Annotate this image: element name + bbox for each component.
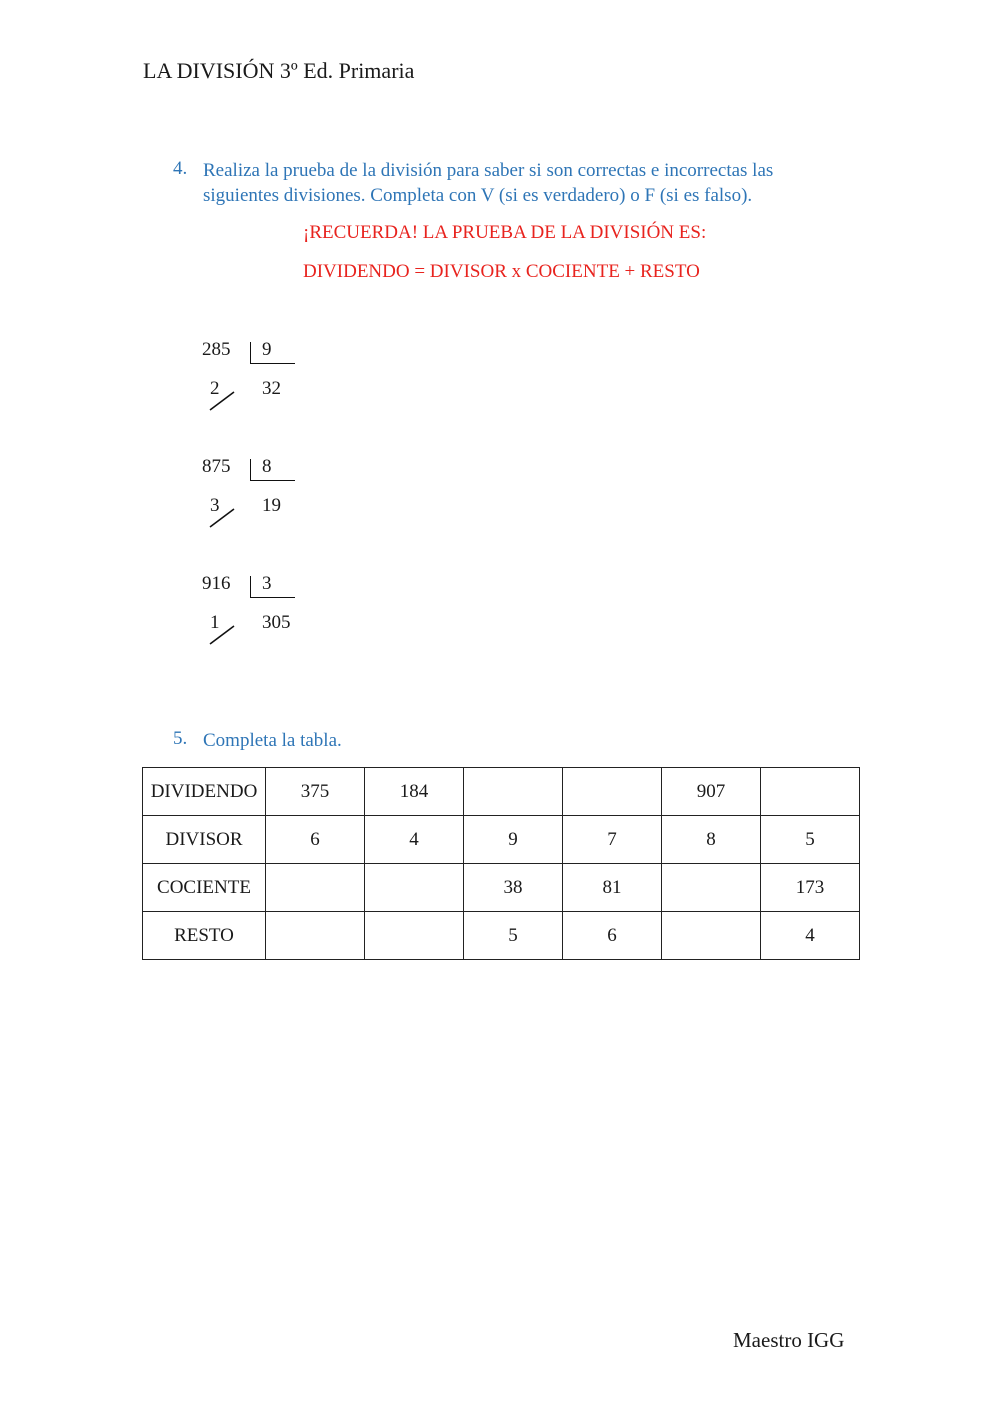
remainder-slash-icon (208, 501, 238, 531)
table-cell[interactable]: 8 (662, 816, 761, 864)
division-2 (200, 456, 310, 546)
table-cell[interactable] (563, 768, 662, 816)
row-label: COCIENTE (143, 864, 266, 912)
table-cell[interactable]: 6 (563, 912, 662, 960)
table-cell[interactable]: 184 (365, 768, 464, 816)
remainder: 3 (210, 495, 220, 516)
reminder-formula: DIVIDENDO = DIVISOR x COCIENTE + RESTO (303, 261, 700, 282)
quotient: 305 (262, 612, 291, 633)
table-cell[interactable]: 9 (464, 816, 563, 864)
remainder-slash-icon (208, 384, 238, 414)
exercise-4-instruction-line1: Realiza la prueba de la división para saber si son correctas e incorrectas las (203, 160, 774, 181)
remainder: 1 (210, 612, 220, 633)
row-label: DIVIDENDO (143, 768, 266, 816)
exercise-4-number: 4. (173, 158, 188, 179)
footer-author: Maestro IGG (733, 1328, 845, 1352)
table-cell[interactable]: 38 (464, 864, 563, 912)
page-title: LA DIVISIÓN 3º Ed. Primaria (143, 58, 415, 83)
remainder-slash-icon (208, 618, 238, 648)
reminder-title: ¡RECUERDA! LA PRUEBA DE LA DIVISIÓN ES: (303, 222, 707, 243)
exercise-4-instruction-line2: siguientes divisiones. Completa con V (si es verdadero) o F (si es falso). (203, 185, 753, 206)
division-3 (200, 573, 310, 663)
exercise-5-instruction: Completa la tabla. (203, 730, 342, 751)
table-cell[interactable]: 907 (662, 768, 761, 816)
dividend: 916 (202, 573, 231, 594)
table-cell[interactable] (761, 768, 860, 816)
row-label: DIVISOR (143, 816, 266, 864)
table-cell[interactable] (266, 912, 365, 960)
row-label: RESTO (143, 912, 266, 960)
table-cell[interactable] (365, 864, 464, 912)
table-cell[interactable]: 5 (464, 912, 563, 960)
table-cell[interactable] (464, 768, 563, 816)
quotient: 19 (262, 495, 281, 516)
table-row-dividendo (143, 768, 860, 816)
table-cell[interactable]: 7 (563, 816, 662, 864)
table-cell[interactable] (662, 864, 761, 912)
dividend: 285 (202, 339, 231, 360)
divisor: 8 (262, 456, 272, 477)
table-cell[interactable]: 173 (761, 864, 860, 912)
table-cell[interactable]: 5 (761, 816, 860, 864)
table-row-cociente (143, 864, 860, 912)
table-cell[interactable] (662, 912, 761, 960)
exercise-5-number: 5. (173, 728, 188, 749)
division-bracket (250, 342, 295, 364)
dividend: 875 (202, 456, 231, 477)
quotient: 32 (262, 378, 281, 399)
division-1 (200, 339, 310, 429)
divisor: 3 (262, 573, 272, 594)
division-bracket (250, 459, 295, 481)
table-cell[interactable] (365, 912, 464, 960)
table-cell[interactable]: 6 (266, 816, 365, 864)
divisor: 9 (262, 339, 272, 360)
table-cell[interactable]: 4 (761, 912, 860, 960)
table-row-divisor (143, 816, 860, 864)
table-cell[interactable]: 375 (266, 768, 365, 816)
table-row-resto (143, 912, 860, 960)
table-cell[interactable]: 4 (365, 816, 464, 864)
remainder: 2 (210, 378, 220, 399)
table-cell[interactable]: 81 (563, 864, 662, 912)
division-bracket (250, 576, 295, 598)
division-table (142, 767, 860, 960)
table-cell[interactable] (266, 864, 365, 912)
